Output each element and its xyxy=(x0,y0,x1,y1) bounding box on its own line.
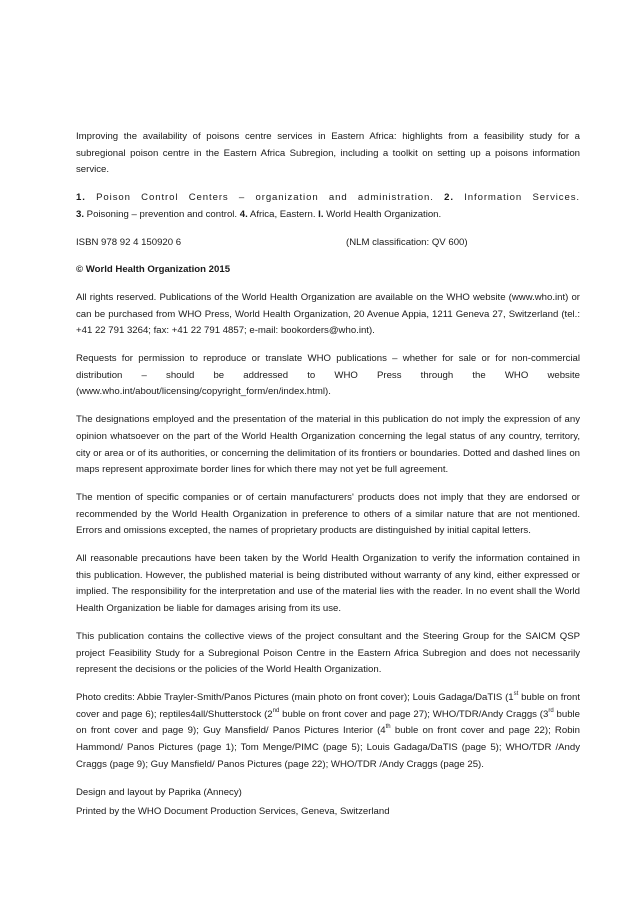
subject-text: Africa, Eastern. xyxy=(247,208,319,220)
subject-text: Poisoning – prevention and control. xyxy=(84,208,240,220)
views-paragraph: This publication contains the collective views of the project consultant and the Steering Group for the SAICM QSP project Feasibility Study for a Subregional Poison Centre in the Eastern Africa Subregion and does not necessarily represent the decisions or the policies of the World Health Organization. xyxy=(76,630,580,676)
permission-paragraph: Requests for permission to reproduce or translate WHO publications – whether for sale or for non-commercial distribution – should be addressed to WHO Press through the WHO website (www.who.int/about/licensing/copyright_form/en/index.html). xyxy=(76,353,580,398)
subject-number: I. xyxy=(318,208,324,220)
copyright-notice: © World Health Organization 2015 xyxy=(76,264,231,276)
photo-credits-text: Photo credits: Abbie Trayler-Smith/Panos Pictures (main photo on front cover); Louis Gadaga/DaTIS (1 xyxy=(76,691,514,703)
subject-number: 3. xyxy=(76,208,85,220)
ordinal-suffix: st xyxy=(513,690,519,697)
design-credit: Design and layout by Paprika (Annecy) xyxy=(76,786,242,798)
isbn: ISBN 978 92 4 150920 6 xyxy=(76,236,182,248)
isbn-row xyxy=(76,235,580,252)
photo-credits-text: buble on front cover and page 22); Robin Hammond/ Panos Pictures (page 1); Tom Menge/PIMC (page 5); Louis Gadaga/DaTIS (page 5); WHO/TDR /Andy Craggs (page 9); Guy Mansfield/ Panos Pictures (page 22); WHO/TDR /Andy Craggs (page 25). xyxy=(76,725,580,770)
cip-title: Improving the availability of poisons centre services in Eastern Africa: highlights from a feasibility study for a subregional poison centre in the Eastern Africa Subregion, including a toolkit on setting up a poisons information service. xyxy=(76,131,580,176)
copyright-page xyxy=(76,129,580,821)
companies-paragraph: The mention of specific companies or of certain manufacturers' products does not imply that they are endorsed or recommended by the World Health Organization in preference to others of a similar nature that are not mentioned. Errors and omissions excepted, the names of proprietary products are distinguished by initial capital letters. xyxy=(76,491,580,537)
ordinal-suffix: th xyxy=(385,724,391,731)
precautions-paragraph: All reasonable precautions have been taken by the World Health Organization to verify the information contained in this publication. However, the published material is being distributed without warranty of any kind, either expressed or implied. The responsibility for the interpretation and use of the material lies with the reader. In no event shall the World Health Organization be liable for damages arising from its use. xyxy=(76,553,580,615)
subject-text: Poison Control Centers – organization and administration. xyxy=(85,192,445,204)
rights-paragraph: All rights reserved. Publications of the World Health Organization are available on the WHO website (www.who.int) or can be purchased from WHO Press, World Health Organization, 20 Avenue Appia, 1211 Geneva 27, Switzerland (tel.: +41 22 791 3264; fax: +41 22 791 4857; e-mail: bookorders@who.int). xyxy=(76,291,580,337)
subject-text: World Health Organization. xyxy=(323,208,442,220)
subject-number: 1. xyxy=(76,192,86,204)
photo-credits-text: buble on front cover and page 9); Guy Mansfield/ Panos Pictures Interior (4 xyxy=(76,708,580,737)
cip-subjects-line-1 xyxy=(76,190,580,207)
subject-text: Information Services. xyxy=(453,192,581,204)
subject-number: 4. xyxy=(239,208,248,220)
nlm-classification: (NLM classification: QV 600) xyxy=(346,236,468,248)
photo-credits-text: buble on front cover and page 6); reptiles4all/Shutterstock (2 xyxy=(76,691,580,720)
cip-subjects-line-2 xyxy=(76,207,580,224)
designations-paragraph: The designations employed and the presentation of the material in this publication do not imply the expression of any opinion whatsoever on the part of the World Health Organization concerning the legal status of any country, territory, city or area or of its authorities, or concerning the delimitation of its frontiers or boundaries. Dotted and dashed lines on maps represent approximate border lines for which there may not yet be full agreement. xyxy=(76,414,580,476)
ordinal-suffix: nd xyxy=(272,707,280,714)
photo-credits-paragraph xyxy=(76,690,580,774)
subject-number: 2. xyxy=(444,192,454,204)
printer-credit: Printed by the WHO Document Production Services, Geneva, Switzerland xyxy=(76,806,390,818)
photo-credits-text: buble on front cover and page 27); WHO/TDR/Andy Craggs (3 xyxy=(279,708,549,720)
ordinal-suffix: rd xyxy=(548,707,554,714)
